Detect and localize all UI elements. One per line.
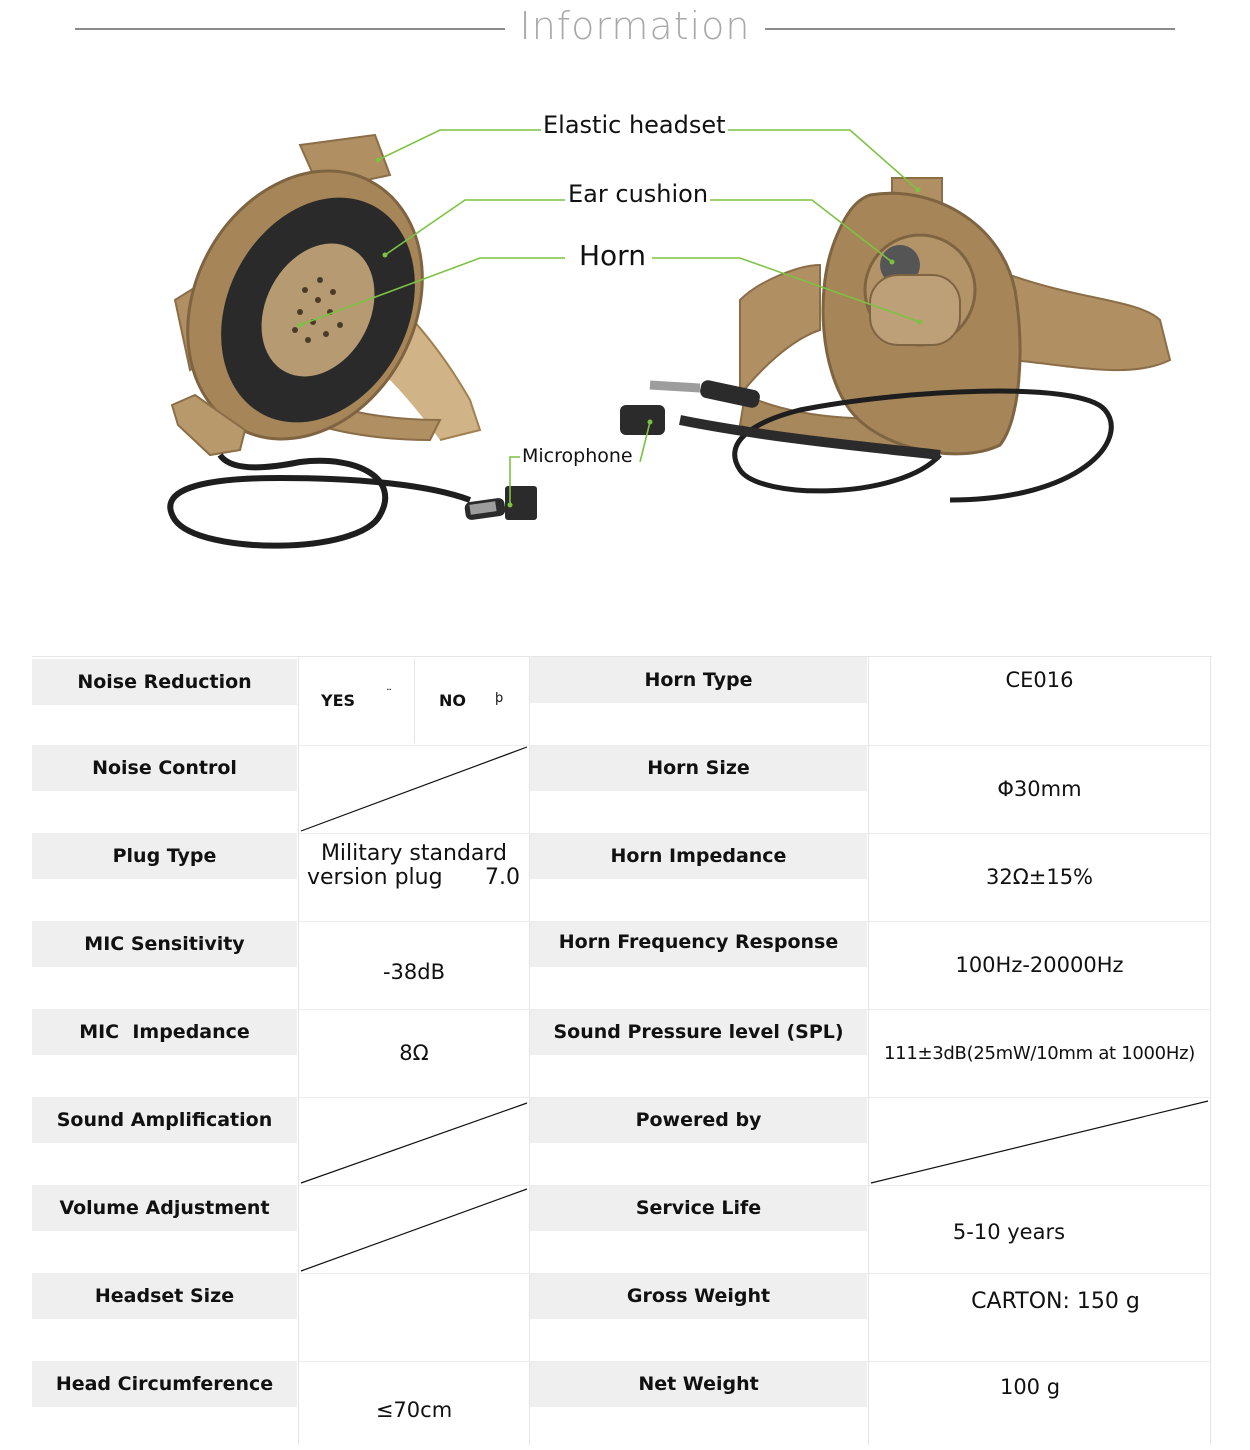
value-volume-adjustment	[299, 1185, 529, 1273]
value-gross-weight: CARTON: 150 g	[971, 1288, 1140, 1314]
label-mic-sensitivity: MIC Sensitivity	[32, 921, 297, 967]
label-horn-impedance: Horn Impedance	[530, 833, 867, 879]
empty-slash	[299, 1097, 529, 1185]
value-mic-impedance: 8Ω	[399, 1041, 429, 1065]
label-headset-size: Headset Size	[32, 1273, 297, 1319]
label-gross-weight: Gross Weight	[530, 1273, 867, 1319]
value-sound-amplification	[299, 1097, 529, 1185]
header-rule-left	[75, 28, 505, 30]
label-plug-type: Plug Type	[32, 833, 297, 879]
empty-slash	[299, 745, 529, 833]
plug-type-line2: version plug	[307, 865, 443, 890]
label-noise-reduction: Noise Reduction	[32, 659, 297, 705]
label-noise-control: Noise Control	[32, 745, 297, 791]
option-no: NO	[439, 691, 466, 710]
value-noise-control	[299, 745, 529, 833]
specs-table	[32, 656, 1212, 1445]
value-horn-size: Φ30mm	[997, 777, 1082, 801]
no-checkbox-icon: þ	[495, 691, 504, 706]
label-head-circumference: Head Circumference	[32, 1361, 297, 1407]
section-title: Information	[519, 4, 751, 48]
label-horn-type: Horn Type	[530, 657, 867, 703]
label-volume-adjustment: Volume Adjustment	[32, 1185, 297, 1231]
value-mic-sensitivity: -38dB	[382, 960, 446, 984]
value-head-circumference: ≤70cm	[375, 1398, 453, 1422]
label-net-weight: Net Weight	[530, 1361, 867, 1407]
product-illustration	[0, 60, 1250, 620]
value-horn-frequency-response: 100Hz-20000Hz	[955, 953, 1124, 977]
left-headset	[142, 130, 537, 546]
headset-drawing	[0, 60, 1250, 620]
label-service-life: Service Life	[530, 1185, 867, 1231]
option-yes: YES	[321, 691, 356, 710]
value-noise-reduction	[299, 657, 529, 745]
value-horn-type: CE016	[1005, 668, 1074, 692]
callout-horn: Horn	[579, 239, 646, 272]
yes-checkbox-icon: ¨	[386, 687, 392, 701]
value-service-life: 5-10 years	[952, 1220, 1066, 1244]
value-spl: 111±3dB(25mW/10mm at 1000Hz)	[884, 1042, 1195, 1064]
section-header	[0, 0, 1250, 60]
value-horn-impedance: 32Ω±15%	[985, 865, 1094, 889]
value-plug-type	[299, 833, 529, 921]
label-horn-frequency-response: Horn Frequency Response	[530, 921, 867, 967]
callout-elastic-headset: Elastic headset	[543, 111, 726, 139]
label-horn-size: Horn Size	[530, 745, 867, 791]
right-headset	[620, 178, 1170, 500]
label-mic-impedance: MIC Impedance	[32, 1009, 297, 1055]
label-spl: Sound Pressure level (SPL)	[530, 1009, 867, 1055]
callout-microphone: Microphone	[522, 445, 633, 467]
label-sound-amplification: Sound Amplification	[32, 1097, 297, 1143]
empty-slash	[869, 1097, 1210, 1185]
empty-slash	[299, 1185, 529, 1273]
plug-type-version: 7.0	[485, 865, 520, 890]
label-powered-by: Powered by	[530, 1097, 867, 1143]
value-powered-by	[869, 1097, 1210, 1185]
header-rule-right	[765, 28, 1175, 30]
value-headset-size	[299, 1273, 529, 1361]
plug-type-line1: Military standard	[320, 841, 508, 866]
callout-ear-cushion: Ear cushion	[568, 180, 709, 208]
value-net-weight: 100 g	[999, 1375, 1061, 1399]
